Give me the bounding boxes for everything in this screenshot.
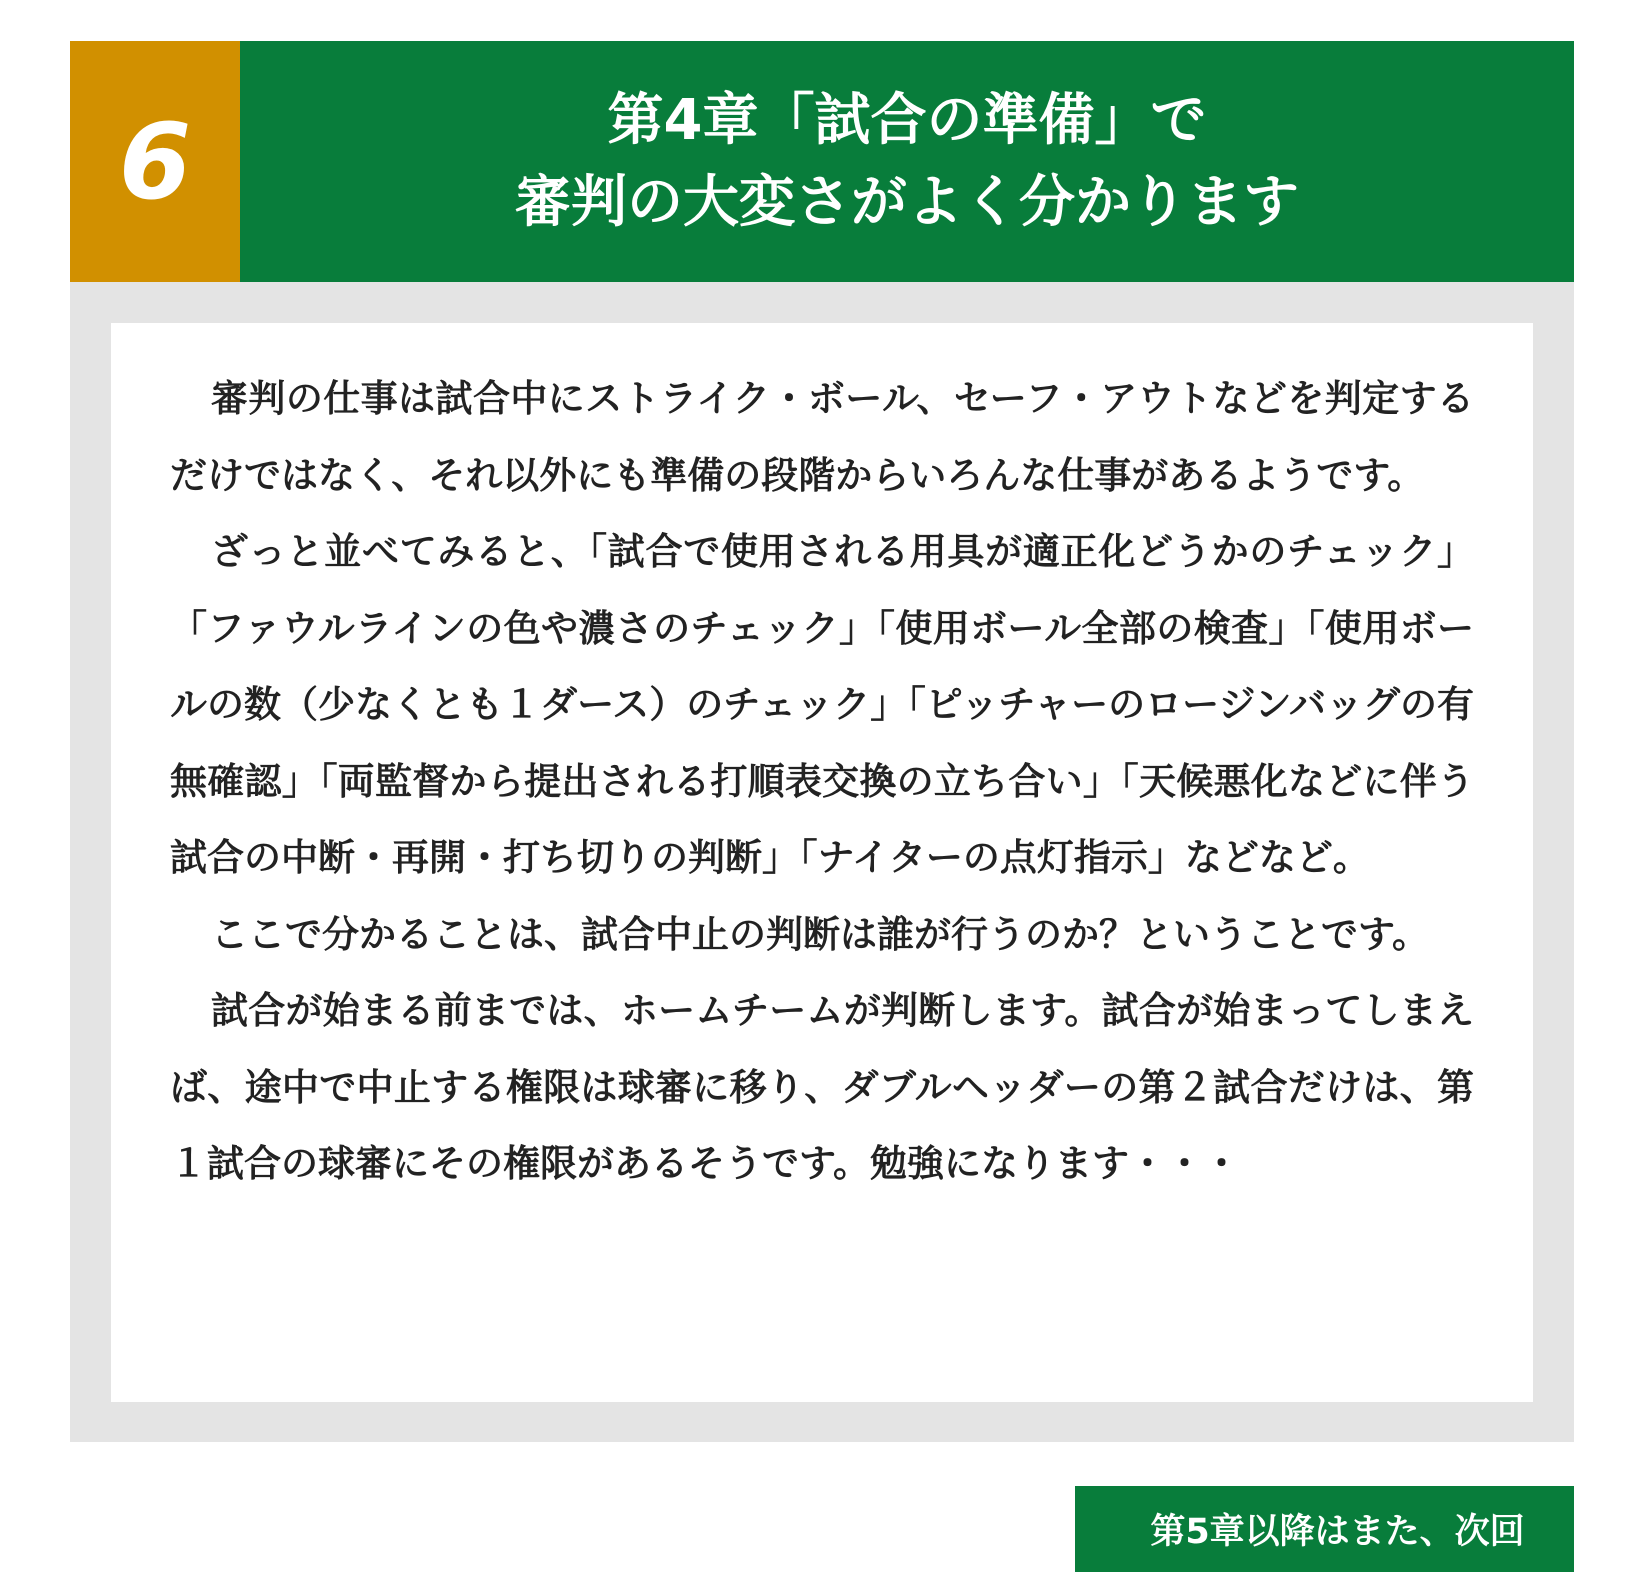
paragraph: 試合が始まる前までは、ホームチームが判断します。試合が始まってしまえば、途中で中止する権限は球審に移り、ダブルヘッダーの第２試合だけは、第１試合の球審にその権限があるそうです。勉強になります・・・ [170,989,1474,1185]
section-title [240,41,1574,282]
next-chapter-banner [1075,1486,1574,1572]
section-title-line-2: 審判の大変さがよく分かります [515,169,1299,235]
paragraph: ざっと並べてみると、「試合で使用される用具が適正化どうかのチェック」「ファウルラインの色や濃さのチェック」「使用ボール全部の検査」「使用ボールの数（少なくとも１ダース）のチェック」「ピッチャーのロージンバッグの有無確認」「両監督から提出される打順表交換の立ち合い」「天候悪化などに伴う試合の中断・再開・打ち切りの判断」「ナイターの点灯指示」などなど。 [170,530,1474,879]
section-number-badge [70,41,240,282]
body-text [170,361,1474,1203]
paragraph: ここで分かることは、試合中止の判断は誰が行うのか？ということです。 [211,912,1430,956]
content-card [111,323,1533,1402]
section-title-line-1: 第4章「試合の準備」で [607,87,1207,153]
chapter-section [70,41,1574,1442]
section-header [70,41,1574,282]
paragraph: 審判の仕事は試合中にストライク・ボール、セーフ・アウトなどを判定するだけではなく、それ以外にも準備の段階からいろんな仕事があるようです。 [170,377,1474,497]
next-chapter-label: 第5章以降はまた、次回 [1150,1512,1525,1552]
section-number: 6 [118,100,192,223]
